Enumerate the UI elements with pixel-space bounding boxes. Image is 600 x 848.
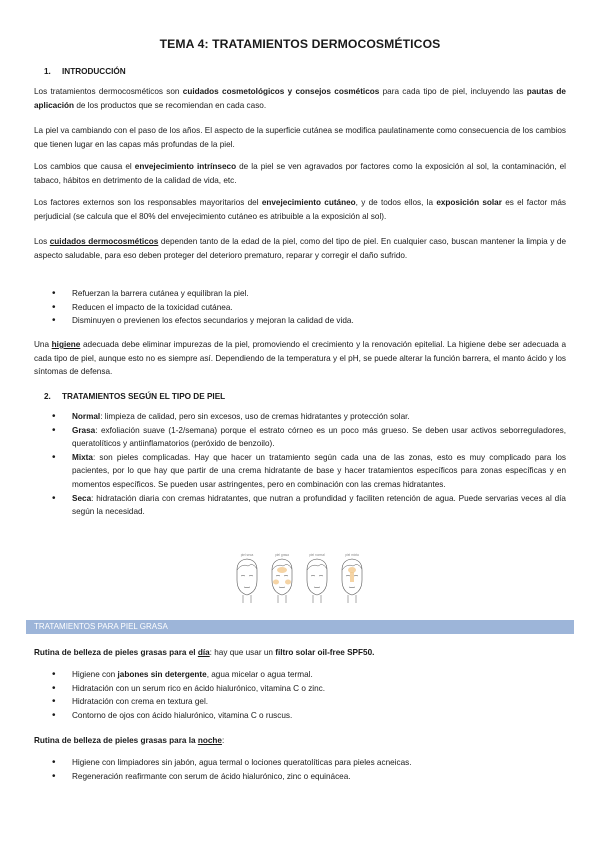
text-run: : xyxy=(221,736,225,745)
list-item xyxy=(50,695,566,709)
text-run: Hidratación con crema en textura gel. xyxy=(72,697,209,707)
bold-run: exposición solar xyxy=(436,198,502,207)
bold-run: jabones sin detergente xyxy=(117,670,207,679)
list-item xyxy=(50,709,566,723)
section-heading-tipo-de-piel xyxy=(44,392,225,401)
section-label: TRATAMIENTOS SEGÚN EL TIPO DE PIEL xyxy=(62,392,226,401)
face-normal xyxy=(307,553,327,603)
text-run: dependen tanto de la edad de la piel, como del tipo de piel. En cualquier caso, buscan mantener la limpia y de aspecto saludable, para eso deben proteger del deterioro prematuro, reparar y corregir el daño sufrido. xyxy=(34,237,566,260)
list-item xyxy=(50,668,566,682)
paragraph-intro xyxy=(34,85,566,112)
text-run: Contorno de ojos con ácido hialurónico, vitamina C o ruscus. xyxy=(72,710,293,720)
text-run: , y de todos ellos, la xyxy=(355,198,437,207)
section-number: 1. xyxy=(44,67,51,76)
list-item: • Refuerzan la barrera cutánea y equilibran la piel. xyxy=(50,287,566,301)
paragraph-night-routine xyxy=(34,734,566,748)
text-run: Los cambios que causa el xyxy=(34,162,135,171)
text-run: Higiene con xyxy=(72,670,118,679)
skin-type-faces-illustration xyxy=(230,550,370,606)
document-title: TEMA 4: TRATAMIENTOS DERMOCOSMÉTICOS xyxy=(159,37,441,51)
list-item xyxy=(50,682,566,696)
benefits-list xyxy=(50,287,566,328)
skin-type-text: : exfoliación suave (1-2/semana) porque el estrato córneo es un poco más grueso. Se deben usar activos seborreguladores, queratolíticos y antiinflamatorios (peróxido de benzoilo). xyxy=(72,425,566,449)
skin-type-name: Normal xyxy=(72,412,101,421)
bold-run: envejecimiento cutáneo xyxy=(261,198,356,207)
paragraph-external-factors xyxy=(34,196,566,223)
skin-types-list xyxy=(50,410,566,519)
bold-run: Rutina de belleza de pieles grasas para el xyxy=(34,648,198,657)
bold-run: Rutina de belleza de pieles grasas para la xyxy=(34,736,198,745)
day-routine-list xyxy=(50,668,566,722)
text-run: , agua micelar o agua termal. xyxy=(206,670,313,679)
paragraph-intrinsic-aging xyxy=(34,160,566,187)
face-label: piel grasa xyxy=(275,553,289,557)
list-item: • Higiene con limpiadores sin jabón, agua termal o lociones queratolíticas para pieles acneicas. xyxy=(50,756,566,770)
list-item xyxy=(50,451,566,492)
paragraph-skin-changes: La piel va cambiando con el paso de los años. El aspecto de la superficie cutánea se modifica paulatinamente como consecuencia de los cambios que tienen lugar en las capas más profundas de la piel. xyxy=(34,126,566,149)
bold-underlined-run: higiene xyxy=(51,340,81,349)
face-label: piel mixta xyxy=(345,553,359,557)
text-run: Hidratación con un serum rico en ácido hialurónico, vitamina C o zinc. xyxy=(72,683,326,693)
face-combination xyxy=(342,553,362,603)
text-run: Los factores externos son los responsables mayoritarios del xyxy=(34,198,262,207)
section-heading-introduccion xyxy=(44,67,126,76)
bold-run: envejecimiento intrínseco xyxy=(134,162,237,171)
list-item: • Reducen el impacto de la toxicidad cutánea. xyxy=(50,301,566,315)
skin-type-name: Mixta xyxy=(72,452,93,462)
list-item: • Regeneración reafirmante con serum de ácido hialurónico, zinc o equinácea. xyxy=(50,770,566,784)
section-label: INTRODUCCIÓN xyxy=(62,67,126,76)
list-item xyxy=(50,424,566,451)
bold-underlined-run: noche xyxy=(197,736,222,745)
skin-type-name: Grasa xyxy=(72,425,96,435)
skin-type-text: : son pieles complicadas. Hay que hacer un tratamiento según cada una de las zonas, esto es muy complicado para los pacientes, por lo que hay que partir de una crema hidratante de base y hacer tratamientos específicos para zonas específicas y en momentos específicos. Se pueden usar astringentes, pero en combinación con las cremas hidratantes. xyxy=(72,452,566,489)
text-run: Una xyxy=(34,340,52,349)
bold-run: pautas de aplicación xyxy=(34,87,566,110)
bold-underlined-run: día xyxy=(197,648,210,657)
text-run: Los tratamientos dermocosméticos son xyxy=(34,87,183,96)
skin-type-text: : limpieza de calidad, pero sin excesos, uso de cremas hidratantes y protección solar. xyxy=(100,412,410,421)
skin-type-text: : hidratación diaria con cremas hidratantes, que nutran a profundidad y faciliten retención de agua. Puede servarias veces al día según la necesidad. xyxy=(72,493,566,517)
bold-run: cuidados cosmetológicos y consejos cosméticos xyxy=(182,87,380,96)
list-item xyxy=(50,410,566,424)
face-label: piel seca xyxy=(240,553,254,557)
list-item: • Disminuyen o previenen los efectos secundarios y mejoran la calidad de vida. xyxy=(50,314,566,328)
section-number: 2. xyxy=(44,392,51,401)
list-item xyxy=(50,492,566,519)
paragraph-hygiene xyxy=(34,338,566,379)
text-run: para cada tipo de piel, incluyendo las xyxy=(379,87,527,96)
bold-underlined-run: cuidados dermocosméticos xyxy=(49,237,159,246)
bold-run: filtro solar oil-free SPF50. xyxy=(275,648,375,657)
text-run: de los productos que se recomiendan en cada caso. xyxy=(74,100,267,110)
skin-type-name: Seca xyxy=(72,493,92,503)
text-run: : hay que usar un xyxy=(209,648,276,657)
face-label: piel normal xyxy=(309,553,325,557)
face-dry xyxy=(237,553,257,603)
night-routine-list xyxy=(50,756,566,783)
section-bar-piel-grasa: TRATAMIENTOS PARA PIEL GRASA xyxy=(26,620,574,634)
text-run: adecuada debe eliminar impurezas de la piel, promoviendo el crecimiento y la renovación epitelial. La higiene debe ser adecuada a cada tipo de piel, aunque esto no es siempre así. Dependiendo de la temperatura y el pH, se puede alterar la función barrera, el manto ácido y los síntomas de defensa. xyxy=(34,340,567,377)
paragraph-dermocosmetic-care xyxy=(34,235,566,262)
paragraph-day-routine xyxy=(34,646,566,660)
text-run: Los xyxy=(34,237,50,246)
face-oily xyxy=(272,553,292,603)
text-run: es el factor más perjudicial (se calcula que el 80% del envejecimiento cutáneo es atribuible a la exposición al sol). xyxy=(34,198,567,221)
text-run: de la piel se ven agravados por factores como la exposición al sol, la contaminación, el tabaco, hábitos en detrimento de la calidad de vida, etc. xyxy=(34,162,566,185)
